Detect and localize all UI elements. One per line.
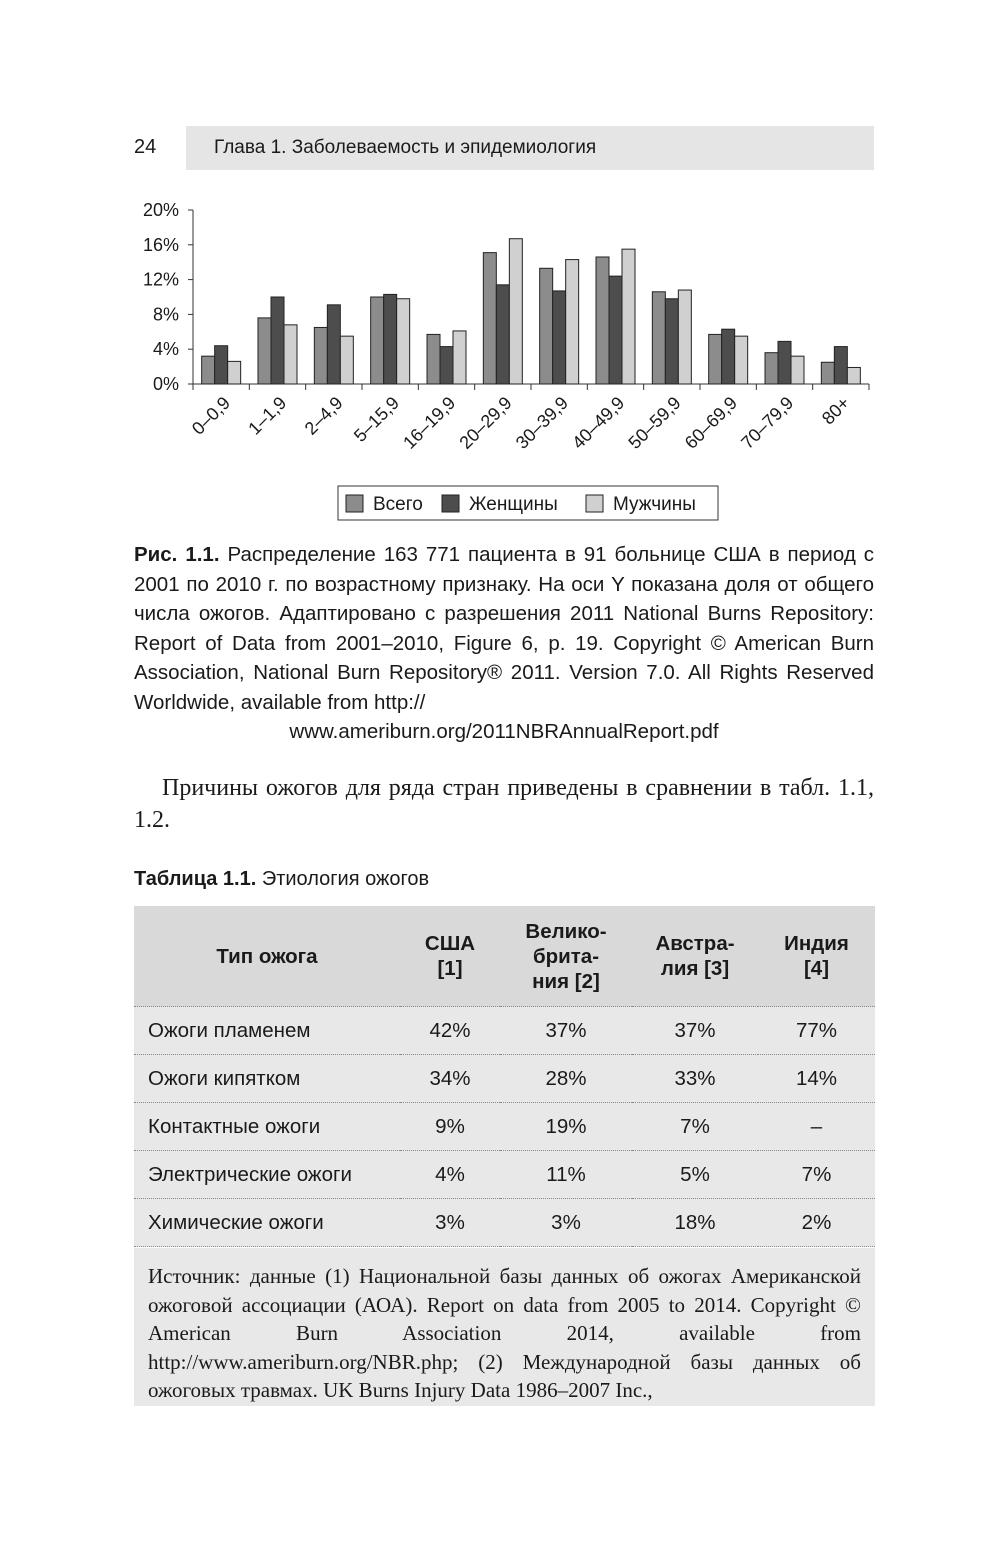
y-tick-label: 0% [152,374,179,394]
bar-Всего [540,268,553,384]
y-tick-label: 12% [142,269,179,290]
bar-Женщины [440,347,453,384]
cell-uk: 19% [500,1103,632,1151]
cell-australia: 18% [632,1199,758,1247]
header-burn-type: Тип ожога [134,906,400,1007]
table-row [134,1055,875,1103]
bar-Женщины [609,276,622,384]
bar-Всего [314,327,327,384]
cell-usa: 9% [400,1103,500,1151]
x-tick-label: 5–15,9 [349,392,403,446]
chart-legend [338,486,718,520]
bar-Женщины [665,299,678,384]
header-india [758,906,875,1007]
cell-india: 77% [758,1007,875,1055]
bar-Всего [371,297,384,384]
page-number: 24 [134,136,157,158]
bar-Всего [596,257,609,384]
bar-Всего [652,292,665,384]
cell-india: 7% [758,1151,875,1199]
cell-australia: 5% [632,1151,758,1199]
cell-uk: 28% [500,1055,632,1103]
x-tick-label: 20–29,9 [455,392,516,453]
bar-Всего [202,356,215,384]
cell-australia: 37% [632,1007,758,1055]
table-row [134,1007,875,1055]
etiology-table [134,906,875,1247]
bar-Всего [483,253,496,384]
table-label: Таблица 1.1. [134,868,257,890]
legend-label: Женщины [469,494,558,515]
table-source-note [134,1248,875,1406]
bar-Женщины [215,346,228,384]
header-usa-text: США [1] [424,932,476,980]
cell-india: 2% [758,1199,875,1247]
bar-Мужчины [735,336,748,384]
x-tick-label: 16–19,9 [399,392,460,453]
bar-Всего [709,334,722,384]
bar-Всего [765,353,778,384]
legend-label: Мужчины [613,494,696,515]
x-tick-label: 40–49,9 [568,392,629,453]
running-head [186,126,874,170]
header-uk [500,906,632,1007]
x-tick-label: 60–69,9 [680,392,741,453]
x-tick-label: 2–4,9 [300,392,347,439]
y-tick-label: 8% [152,304,179,325]
table-row [134,1103,875,1151]
bar-Мужчины [678,290,691,384]
bar-Всего [427,334,440,384]
bar-Мужчины [847,367,860,384]
bar-Женщины [778,341,791,384]
x-tick-label: 30–39,9 [511,392,572,453]
bar-Мужчины [228,361,241,384]
table-title [134,868,429,891]
bar-Женщины [327,305,340,384]
cell-usa: 34% [400,1055,500,1103]
bar-Женщины [271,297,284,384]
legend-label: Всего [373,494,423,515]
header-australia [632,906,758,1007]
bar-Женщины [834,347,847,384]
body-paragraph: Причины ожогов для ряда стран приведены в сравнении в табл. 1.1, 1.2. [134,775,874,833]
bar-Мужчины [566,260,579,384]
figure-caption [134,540,874,747]
bar-Мужчины [509,239,522,384]
x-tick-label: 1–1,9 [244,392,291,439]
bar-Женщины [496,285,509,384]
x-tick-label: 80+ [817,392,854,429]
bar-Мужчины [397,299,410,384]
bar-Женщины [384,294,397,384]
source-text: Источник: данные (1) Национальной базы данных об ожогах Американской ожоговой ассоциации (АОА). Report on data from 2005 to 2014. Copyright © American Burn Association 2014, available from http://www.ameriburn.org/NBR.php; (2) Международной базы данных об ожоговых травмах. UK Burns Injury Data 1986–2007 Inc., [148,1264,861,1402]
bar-Мужчины [791,356,804,384]
cell-uk: 11% [500,1151,632,1199]
cell-australia: 7% [632,1103,758,1151]
cell-type: Ожоги кипятком [134,1055,400,1103]
y-tick-label: 16% [142,234,179,255]
age-distribution-chart [0,190,1000,530]
legend-swatch [442,495,459,512]
bar-Женщины [553,291,566,384]
caption-last-line: www.ameriburn.org/2011NBRAnnualReport.pdf [289,720,719,743]
caption-text: Распределение 163 771 пациента в 91 больнице США в период с 2001 по 2010 г. по возрастному признаку. На оси Y показана доля от общего числа ожогов. Адаптировано с разрешения 2011 National Burns Repository: Report of Data from 2001–2010, Figure 6, p. 19. Copyright © American Burn Association, National Burn Repository® 2011. Version 7.0. All Rights Reserved Worldwide, available from http:// [134,543,874,714]
cell-type: Электрические ожоги [134,1151,400,1199]
cell-usa: 42% [400,1007,500,1055]
bar-Всего [258,318,271,384]
running-title: Глава 1. Заболеваемость и эпидемиология [214,137,597,158]
x-tick-label: 0–0,9 [188,392,234,439]
cell-usa: 4% [400,1151,500,1199]
bar-Мужчины [453,331,466,384]
header-australia-text: Австра- лия [3] [655,932,735,980]
header-usa [400,906,500,1007]
x-tick-label: 50–59,9 [624,392,685,453]
header-india-text: Индия [4] [784,932,849,980]
cell-india: – [758,1103,875,1151]
chart-x-labels [188,393,854,453]
cell-type: Химические ожоги [134,1199,400,1247]
bar-Мужчины [284,325,297,384]
bar-Мужчины [622,249,635,384]
legend-swatch [346,495,363,512]
bar-Женщины [722,329,735,384]
cell-india: 14% [758,1055,875,1103]
cell-uk: 3% [500,1199,632,1247]
bar-Всего [821,362,834,384]
cell-australia: 33% [632,1055,758,1103]
chart-bars [202,239,861,384]
bar-Мужчины [340,336,353,384]
table-row [134,1199,875,1247]
y-tick-label: 20% [142,200,179,220]
cell-usa: 3% [400,1199,500,1247]
table-title-text: Этиология ожогов [261,868,430,890]
cell-type: Контактные ожоги [134,1103,400,1151]
y-tick-label: 4% [152,339,179,360]
table-row [134,1151,875,1199]
table-header-row [134,906,875,1007]
cell-uk: 37% [500,1007,632,1055]
x-tick-label: 70–79,9 [737,392,798,453]
legend-swatch [586,495,603,512]
cell-type: Ожоги пламенем [134,1007,400,1055]
caption-label: Рис. 1.1. [134,543,220,566]
header-uk-text: Велико- брита- ния [2] [525,919,607,993]
